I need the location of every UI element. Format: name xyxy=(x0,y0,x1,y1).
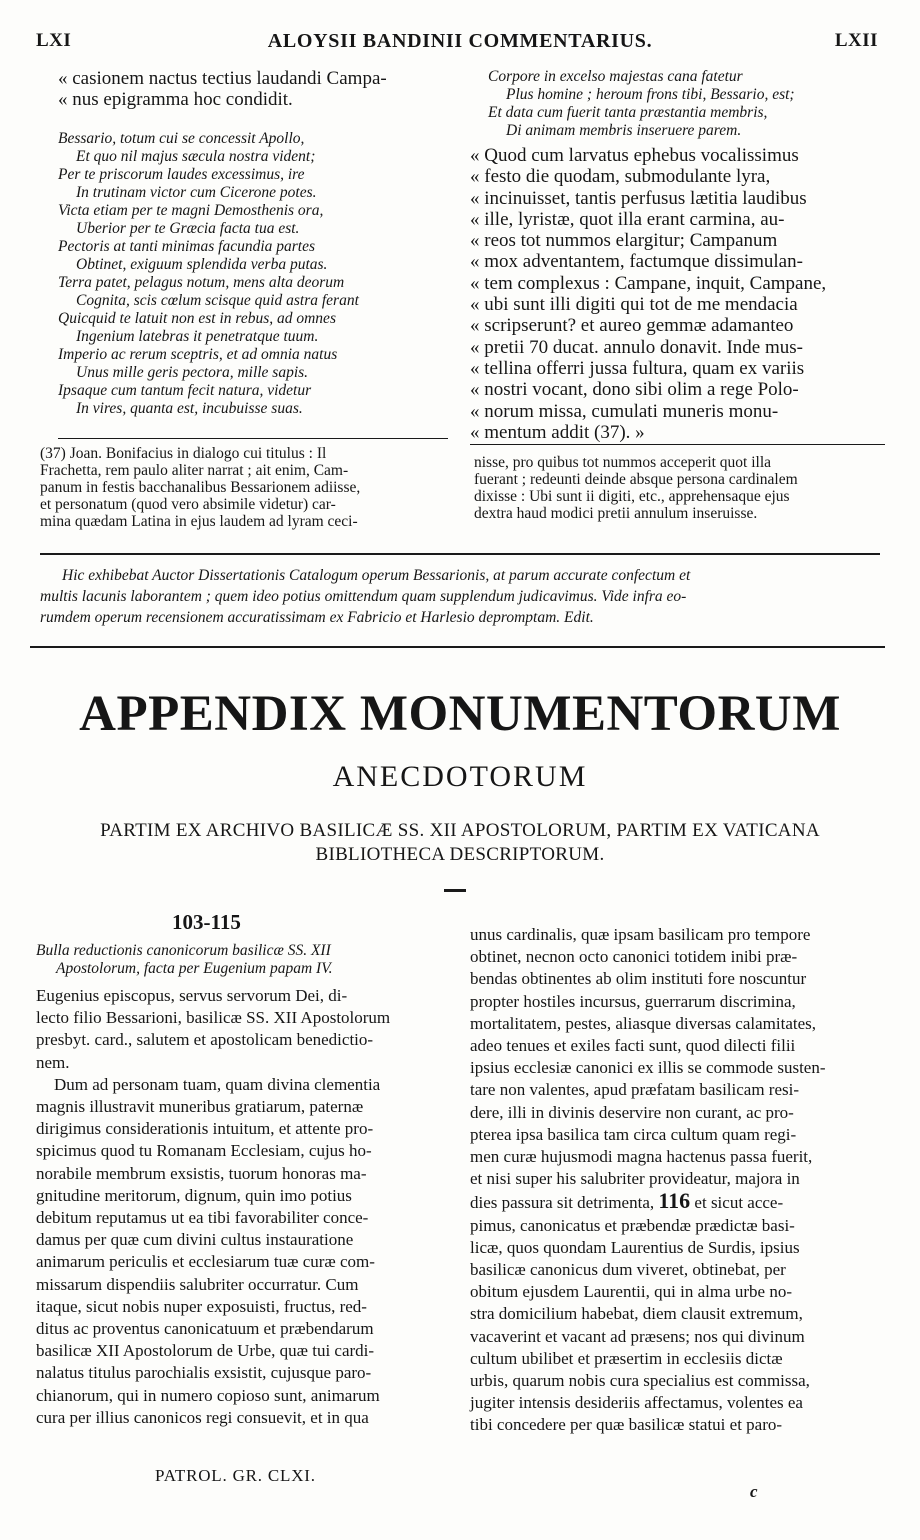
verse-line: Imperio ac rerum sceptris, et ad omnia natus xyxy=(58,346,338,363)
text-line: « tem complexus : Campane, inquit, Campane, xyxy=(470,272,827,294)
verse-line: Et data cum fuerit tanta præstantia membris, xyxy=(488,104,768,121)
body-line: magnis illustravit muneribus gratiarum, paternæ xyxy=(36,1097,364,1117)
top-right-prose xyxy=(470,145,885,443)
appendix-description-line2: BIBLIOTHECA DESCRIPTORUM. xyxy=(315,844,605,865)
document-body-right xyxy=(470,924,885,1437)
signature-mark: c xyxy=(750,1482,758,1501)
body-line: jugiter intensis desideriis affectamus, volentes ea xyxy=(470,1393,803,1413)
body-line: norabile membrum exsistis, tuorum honoras ma- xyxy=(36,1163,367,1183)
footnote-line: (37) Joan. Bonifacius in dialogo cui titulus : Il xyxy=(40,445,327,462)
editor-note xyxy=(40,565,880,628)
body-line: et nisi super his salubriter provideatur, majora in xyxy=(470,1169,800,1189)
body-line: tare non valentes, apud præfatam basilicam resi- xyxy=(470,1080,800,1100)
body-line: basilicæ XII Apostolorum de Urbe, quæ tui cardi- xyxy=(36,1341,375,1361)
note-line: rumdem operum recensionem accuratissimam ex Fabricio et Harlesio depromptam. Edit. xyxy=(40,609,594,626)
footnote-line: mina quædam Latina in ejus laudem ad lyram ceci- xyxy=(40,513,358,530)
footnote-line: panum in festis bacchanalibus Bessarionem adiisse, xyxy=(40,479,361,496)
appendix-title: APPENDIX MONUMENTORUM xyxy=(79,686,841,742)
verse-line: Terra patet, pelagus notum, mens alta deorum xyxy=(58,274,345,291)
body-line: Dum ad personam tuam, quam divina clementia xyxy=(54,1074,381,1094)
text-line: « festo die quodam, submodulante lyra, xyxy=(470,166,771,188)
body-line: propter hostiles incursus, guerrarum discrimina, xyxy=(470,991,796,1011)
body-line: tibi concedere per quæ basilicæ statui et paro- xyxy=(470,1415,783,1435)
verse-line: Quicquid te latuit non est in rebus, ad omnes xyxy=(58,310,336,327)
body-line: cultum ubilibet et præsertim in ecclesiis dictæ xyxy=(470,1348,783,1368)
body-line: ipsius ecclesiæ canonici ex illis se commode susten- xyxy=(470,1058,826,1078)
text-line: « tellina offerri jussa fultura, quam ex variis xyxy=(470,357,805,379)
body-text-fragment: et sicut acce- xyxy=(694,1193,784,1213)
body-line: presbyt. card., salutem et apostolicam benedictio- xyxy=(36,1030,374,1050)
body-line: bendas obtinentes ab olim instituti fore noscuntur xyxy=(470,969,807,989)
footnote-rule-left xyxy=(58,438,448,439)
footnote-rule-right xyxy=(470,444,885,445)
verse-line: Victa etiam per te magni Demosthenis ora, xyxy=(58,202,324,219)
body-line: spicimus quod tu Romanam Ecclesiam, cujus ho- xyxy=(36,1141,372,1161)
text-line: « ille, lyristæ, quot illa erant carmina, au- xyxy=(470,208,785,230)
text-line: « norum missa, cumulati muneris monu- xyxy=(470,400,779,422)
title-line: Bulla reductionis canonicorum basilicæ SS. XII xyxy=(36,942,331,959)
body-line: lecto filio Bessarioni, basilicæ SS. XII Apostolorum xyxy=(36,1008,391,1028)
text-line: « nus epigramma hoc condidit. xyxy=(58,89,293,110)
body-line: Eugenius episcopus, servus servorum Dei, di- xyxy=(36,986,348,1005)
ornament-dash xyxy=(444,889,466,892)
document-title xyxy=(36,942,456,978)
body-line: damus per quæ cum divini cultus instauratione xyxy=(36,1230,354,1250)
note-line: Hic exhibebat Auctor Dissertationis Catalogum operum Bessarionis, at parum accurate confectum et xyxy=(62,567,691,584)
verse-line: Unus mille geris pectora, mille sapis. xyxy=(76,364,309,381)
document-body-left xyxy=(36,985,450,1429)
appendix-subtitle: ANECDOTORUM xyxy=(332,760,588,793)
footnote-line: dixisse : Ubi sunt ii digiti, etc., apprehensaque ejus xyxy=(474,488,790,505)
text-line: « nostri vocant, dono sibi olim a rege Polo- xyxy=(470,379,799,401)
verse-line: Ipsaque cum tantum fecit natura, videtur xyxy=(58,382,312,399)
body-line: nem. xyxy=(36,1052,70,1072)
epigram xyxy=(58,130,448,418)
volume-footer: PATROL. GR. CLXI. xyxy=(155,1466,316,1485)
verse-line: Obtinet, exiguum splendida verba putas. xyxy=(76,256,328,273)
footnote-left xyxy=(40,445,455,530)
title-line: Apostolorum, facta per Eugenium papam IV. xyxy=(56,960,333,977)
verse-line: Ingenium latebras it penetratque tuum. xyxy=(76,328,319,345)
body-line: dere, illi in divinis deservire non curant, ac pro- xyxy=(470,1102,794,1122)
footnote-line: fuerant ; redeunti deinde absque persona cardinalem xyxy=(474,471,798,488)
editor-note-rule-top xyxy=(40,553,880,555)
body-line: adeo tenues et exiles facti sunt, quod dilecti filii xyxy=(470,1036,796,1056)
body-text-fragment: dies passura sit detrimenta, xyxy=(470,1193,655,1213)
verse-line: Et quo nil majus sæcula nostra vident; xyxy=(76,148,316,165)
body-line: licæ, quos quondam Laurentius de Surdis, ipsius xyxy=(470,1237,800,1257)
body-line-with-column-number xyxy=(470,1190,885,1214)
footnote-line: Frachetta, rem paulo aliter narrat ; ait enim, Cam- xyxy=(40,462,349,479)
body-line: pterea ipsa basilica tam circa cultum quam regi- xyxy=(470,1124,797,1144)
body-line: animarum periculis et ecclesiarum tuæ curæ com- xyxy=(36,1252,375,1272)
verse-line: In trutinam victor cum Cicerone potes. xyxy=(76,184,317,201)
editor-note-rule-bottom xyxy=(30,646,885,648)
footnote-line: et personatum (quod vero absimile videtur) car- xyxy=(40,496,336,513)
verse-line: Di animam membris inseruere parem. xyxy=(506,122,742,139)
body-line: unus cardinalis, quæ ipsam basilicam pro tempore xyxy=(470,925,811,944)
body-line: vacaverint et vacant ad præsens; nos qui divinum xyxy=(470,1326,805,1346)
verse-line: Uberior per te Græcia facta tua est. xyxy=(76,220,300,237)
page-number-right: LXII xyxy=(834,30,878,51)
body-line: mortalitatem, pestes, aliasque diversas calamitates, xyxy=(470,1013,817,1033)
footnote-line: nisse, pro quibus tot nummos acceperit quot illa xyxy=(474,454,772,471)
body-line: ditus ac proventus canonicatuum et præbendarum xyxy=(36,1319,374,1339)
running-title: ALOYSII BANDINII COMMENTARIUS. xyxy=(267,30,653,52)
body-line: cura per illius canonicos regi consuevit, et in qua xyxy=(36,1407,369,1427)
body-line: men curæ hujusmodi magna hactenus passa fuerit, xyxy=(470,1147,813,1167)
text-line: « pretii 70 ducat. annulo donavit. Inde mus- xyxy=(470,336,803,358)
body-line: obitum ejusdem Laurentii, qui in alma urbe no- xyxy=(470,1282,792,1302)
column-number: 116 xyxy=(658,1188,691,1214)
text-line: « casionem nactus tectius laudandi Campa- xyxy=(58,68,387,89)
body-line: nalatus titulus parochialis exsistit, cujusque paro- xyxy=(36,1363,372,1383)
verse-line: Pectoris at tanti minimas facundia partes xyxy=(58,238,316,255)
body-line: obtinet, necnon octo canonici totidem inibi præ- xyxy=(470,947,798,967)
page-number-left: LXI xyxy=(36,30,72,51)
verse-line: Corpore in excelso majestas cana fatetur xyxy=(488,68,743,85)
text-line: « scripserunt? et aureo gemmæ adamanteo xyxy=(470,315,794,337)
text-line: « incinuisset, tantis perfusus lætitia laudibus xyxy=(470,187,807,209)
body-line: itaque, sicut nobis nuper exposuisti, fructus, red- xyxy=(36,1296,367,1316)
footnote-right xyxy=(474,454,889,522)
body-line: gnitudine meritorum, dignum, quin imo potius xyxy=(36,1185,352,1205)
body-line: debitum reputamus ut ea tibi favorabiliter conce- xyxy=(36,1208,369,1228)
footnote-line: dextra haud modici pretii annulum inseruisse. xyxy=(474,505,758,522)
body-line: dirigimus considerationis intuitum, et attente pro- xyxy=(36,1119,374,1139)
note-line: multis lacunis laborantem ; quem ideo potius omittendum quam supplendum judicavimus. Vide infra eo- xyxy=(40,588,687,605)
verse-line: Cognita, scis cœlum scisque quid astra ferant xyxy=(76,292,359,309)
verse-line: In vires, quanta est, incubuisse suas. xyxy=(76,400,303,417)
body-line: pimus, canonicatus et præbendæ prædictæ basi- xyxy=(470,1215,795,1235)
verse-line: Per te priscorum laudes excessimus, ire xyxy=(58,166,305,183)
epigram-continued xyxy=(488,68,888,140)
document-number: 103-115 xyxy=(172,910,241,934)
verse-line: Bessario, totum cui se concessit Apollo, xyxy=(58,130,305,147)
text-line: « ubi sunt illi digiti qui tot de me mendacia xyxy=(470,294,798,316)
text-line: « reos tot nummos elargitur; Campanum xyxy=(470,230,778,252)
body-line: chianorum, qui in numero copioso sunt, animarum xyxy=(36,1385,380,1405)
body-line: basilicæ canonicus dum viveret, obtinebat, per xyxy=(470,1260,786,1280)
body-line: urbis, quarum nobis cura specialius est commissa, xyxy=(470,1371,810,1391)
text-line: « mentum addit (37). » xyxy=(470,421,645,443)
verse-line: Plus homine ; heroum frons tibi, Bessario, est; xyxy=(506,86,795,103)
body-line: missarum dispendiis salubriter occurratur. Cum xyxy=(36,1274,359,1294)
body-line: stra domicilium habebat, diem clausit extremum, xyxy=(470,1304,803,1324)
appendix-description-line1: PARTIM EX ARCHIVO BASILICÆ SS. XII APOSTOLORUM, PARTIM EX VATICANA xyxy=(100,820,820,841)
top-left-prose xyxy=(58,68,448,110)
text-line: « Quod cum larvatus ephebus vocalissimus xyxy=(470,145,799,166)
text-line: « mox adventantem, factumque dissimulan- xyxy=(470,251,803,273)
